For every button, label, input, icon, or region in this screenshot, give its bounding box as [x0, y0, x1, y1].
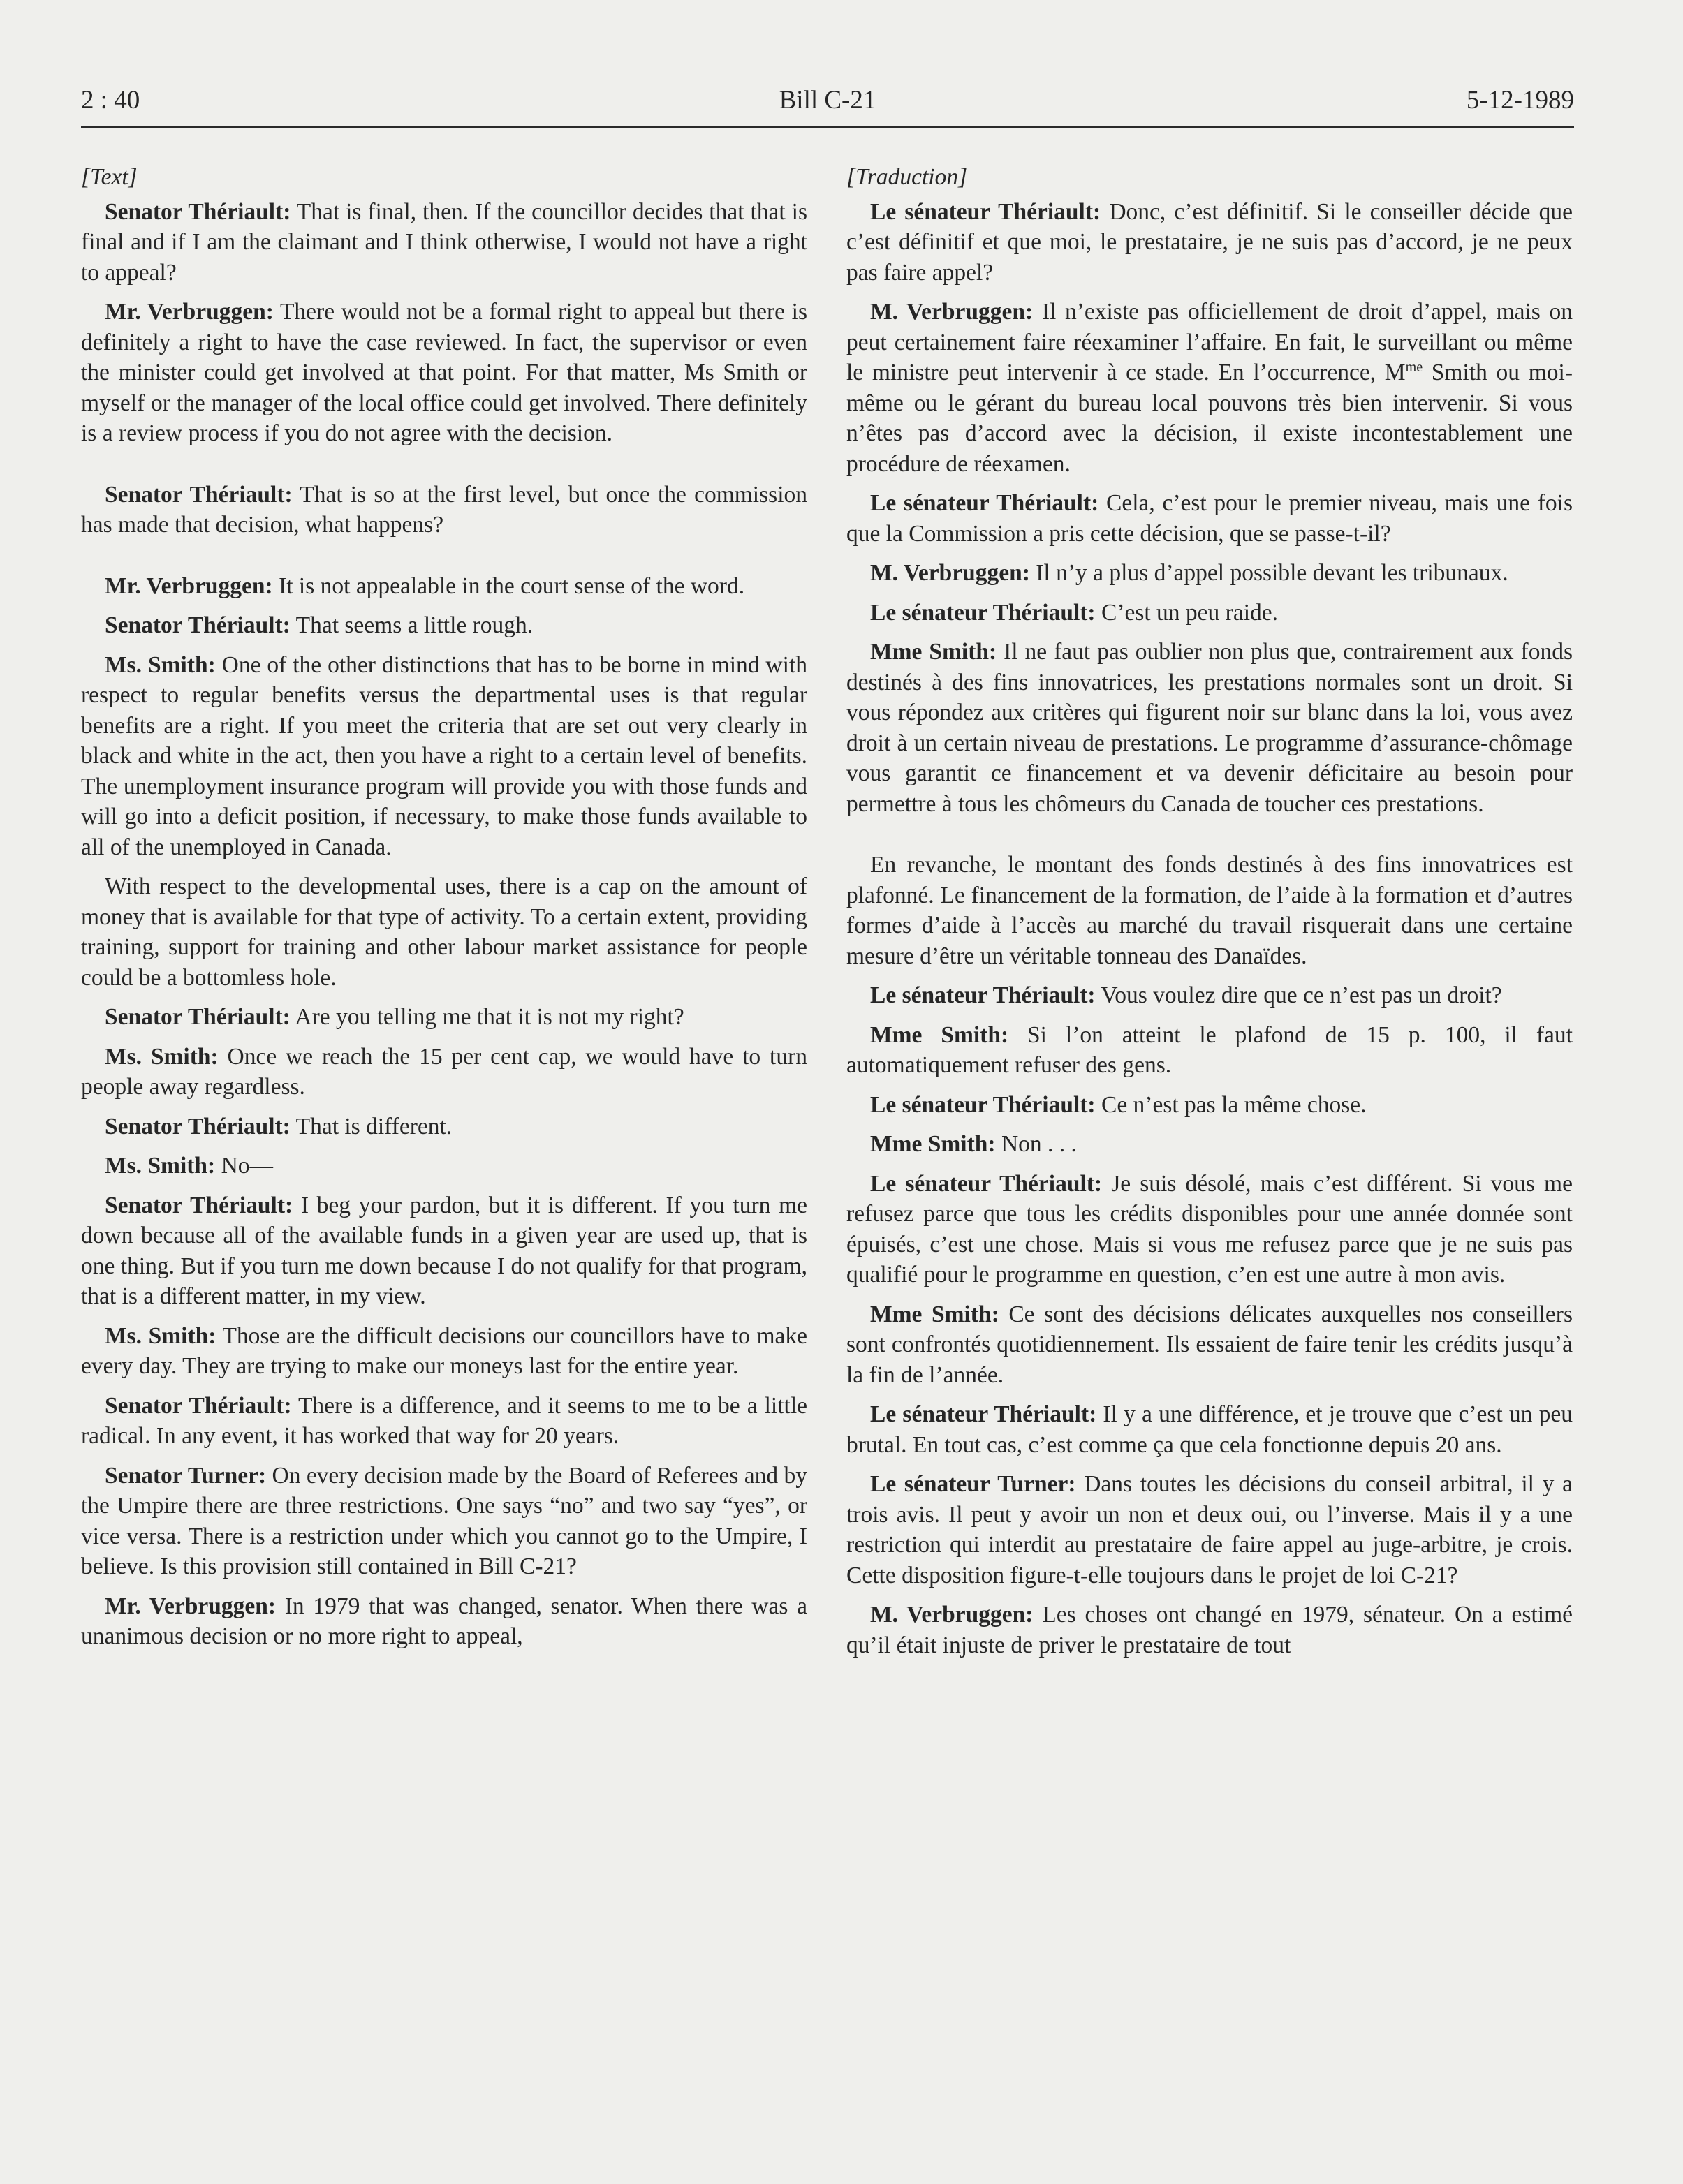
speaker: M. Verbruggen: [870, 560, 1030, 586]
speech: I beg your pardon, but it is different. If you turn me down because all of the available funds in a given year are used up, that is one thing. But if you turn me down because I do not qualify for that program, that is a different matter, in my view. [81, 1192, 807, 1309]
paragraph [81, 1112, 807, 1142]
paragraph [81, 871, 807, 993]
paragraph [81, 1002, 807, 1033]
paragraph [846, 297, 1573, 479]
speaker: Le sénateur Thériault: [870, 490, 1099, 516]
speech: Ce n’est pas la même chose. [1095, 1091, 1367, 1118]
paragraph [81, 1190, 807, 1312]
paragraph [81, 571, 807, 602]
speech: Je suis désolé, mais c’est différent. Si vous me refusez parce que tous les crédits disponibles pour une année donnée sont épuisés, c’est une chose. Mais si vous me refusez parce que je ne suis pas qualifié pour le programme en question, c’en est une autre à mon avis. [846, 1170, 1573, 1287]
paragraph [846, 850, 1573, 971]
speaker: Le sénateur Thériault: [870, 599, 1096, 626]
speech: There is a difference, and it seems to me to be a little radical. In any event, it has worked that way for 20 years. [81, 1392, 808, 1449]
speaker: Ms. Smith: [105, 1153, 216, 1179]
paragraph [81, 1321, 807, 1382]
paragraph [846, 1469, 1573, 1591]
paragraph [846, 197, 1573, 288]
speech: One of the other distinctions that has to be borne in mind with respect to regular benefits versus the departmental uses is that regular benefits are a right. If you meet the criteria that are set out very clearly in black and white in the act, then you have a right to a certain level of benefits. The unemployment insurance program will provide you with those funds and will go into a deficit position, if necessary, to make those funds available to all of the unemployed in Canada. [81, 651, 807, 860]
speaker: Mr. Verbruggen: [105, 573, 273, 599]
speech-continued: Smith ou moi-même ou le gérant du bureau local pouvons très bien intervenir. Si vous n’êtes pas d’accord avec la décision, il existe incontestablement une procédure de réexamen. [846, 360, 1573, 477]
speaker: Senator Turner: [105, 1462, 267, 1489]
paragraph [81, 480, 807, 540]
speaker: Mme Smith: [870, 1131, 996, 1157]
paragraph [81, 650, 807, 863]
speaker: Ms. Smith: [105, 1043, 219, 1070]
paragraph [846, 558, 1573, 589]
speech: That is so at the first level, but once the commission has made that decision, what happens? [81, 481, 807, 538]
speech: With respect to the developmental uses, there is a cap on the amount of money that is available for that type of activity. To a certain extent, providing training, support for training and other labour market assistance for people could be a bottomless hole. [81, 873, 807, 991]
speaker: Mr. Verbruggen: [105, 1593, 277, 1619]
speaker: Mme Smith: [870, 639, 997, 665]
superscript: me [1405, 359, 1423, 375]
english-column [81, 162, 807, 1661]
speaker: Le sénateur Thériault: [870, 198, 1101, 225]
speaker: Mme Smith: [870, 1301, 999, 1327]
paragraph [846, 488, 1573, 549]
translation-tag: [Traduction] [846, 164, 968, 190]
speech: Si l’on atteint le plafond de 15 p. 100, il faut automatiquement refuser des gens. [846, 1021, 1573, 1078]
paragraph [81, 1151, 807, 1181]
paragraph [846, 980, 1573, 1011]
speaker: Ms. Smith: [105, 1322, 216, 1349]
french-column [846, 162, 1573, 1669]
speech: That is final, then. If the councillor decides that that is final and if I am the claimant and I think otherwise, I would not have a right to appeal? [81, 198, 807, 286]
speaker: Senator Thériault: [105, 1192, 293, 1218]
paragraph [81, 1461, 807, 1582]
paragraph [81, 1042, 807, 1102]
speech: Cela, c’est pour le premier niveau, mais une fois que la Commission a pris cette décision, que se passe-t-il? [846, 490, 1573, 547]
paragraph [846, 1299, 1573, 1391]
paragraph [81, 1391, 807, 1452]
speaker: Le sénateur Thériault: [870, 982, 1096, 1008]
speech: Dans toutes les décisions du conseil arbitral, il y a trois avis. Il peut y avoir un non et deux oui, ou l’inverse. Mais il y a une restriction qui interdit au prestataire de faire appel au juge-arbitre, je crois. Cette disposition figure-t-elle toujours dans le projet de loi C-21? [846, 1471, 1573, 1588]
speech: That is different. [290, 1113, 453, 1139]
speech: No— [215, 1153, 274, 1179]
paragraph [81, 1591, 807, 1652]
paragraph [846, 598, 1573, 628]
speaker: Mr. Verbruggen: [105, 299, 274, 325]
speech: There would not be a formal right to appeal but there is definitely a right to have the case reviewed. In fact, the supervisor or even the minister could get involved at that point. For that matter, Ms Smith or myself or the manager of the local office could get involved. There definitely is a review process if you do not agree with the decision. [81, 299, 808, 446]
speech: That seems a little rough. [290, 612, 534, 638]
paragraph [81, 297, 807, 449]
speech: Il y a une différence, et je trouve que c’est un peu brutal. En tout cas, c’est comme ça que cela fonctionne depuis 20 ans. [846, 1401, 1573, 1458]
speech: C’est un peu raide. [1095, 599, 1279, 626]
speech: On every decision made by the Board of Referees and by the Umpire there are three restrictions. One says “no” and two say “yes”, or vice versa. There is a restriction under which you cannot go to the Umpire, I believe. Is this provision still contained in Bill C-21? [81, 1462, 808, 1579]
speech: Il n’existe pas officiellement de droit d’appel, mais on peut certainement faire réexaminer l’affaire. En fait, le surveillant ou même le ministre peut intervenir à ce stade. En l’occurrence, M [846, 299, 1573, 385]
speaker: Le sénateur Thériault: [870, 1091, 1096, 1118]
speech: Les choses ont changé en 1979, sénateur. On a estimé qu’il était injuste de priver le prestataire de tout [846, 1602, 1573, 1658]
speaker: Le sénateur Turner: [870, 1471, 1076, 1497]
speech: In 1979 that was changed, senator. When there was a unanimous decision or no more right to appeal, [81, 1593, 807, 1649]
bill-title: Bill C-21 [779, 86, 876, 115]
page-number: 2 : 40 [81, 86, 140, 115]
speaker: Senator Thériault: [105, 481, 293, 508]
speaker: Senator Thériault: [105, 1004, 291, 1030]
paragraph [846, 1020, 1573, 1081]
speech: Il n’y a plus d’appel possible devant les tribunaux. [1029, 560, 1508, 586]
speaker: Le sénateur Thériault: [870, 1401, 1097, 1427]
running-header [81, 82, 1574, 128]
speech: Non . . . [995, 1131, 1077, 1157]
paragraph [846, 1399, 1573, 1460]
speech: Ce sont des décisions délicates auxquelles nos conseillers sont confrontés quotidiennement. Ils essaient de faire tenir les crédits jusqu’à la fin de l’année. [846, 1301, 1573, 1388]
header-date: 5-12-1989 [1466, 86, 1574, 115]
speech: Once we reach the 15 per cent cap, we would have to turn people away regardless. [81, 1043, 807, 1100]
speech: Donc, c’est définitif. Si le conseiller décide que c’est définitif et que moi, le prestataire, je ne suis pas d’accord, je ne peux pas faire appel? [846, 198, 1573, 286]
speech: It is not appealable in the court sense of the word. [272, 573, 745, 599]
paragraph [81, 610, 807, 641]
speech: Those are the difficult decisions our councillors have to make every day. They are trying to make our moneys last for the entire year. [81, 1322, 807, 1379]
speaker: Senator Thériault: [105, 1113, 291, 1139]
speech: Il ne faut pas oublier non plus que, contrairement aux fonds destinés à des fins innovatrices, les prestations normales sont un droit. Si vous répondez aux critères qui figurent noir sur blanc dans la loi, vous avez droit à un certain niveau de prestations. Le programme d’assurance-chômage vous garantit ce financement et va devenir déficitaire au besoin pour permettre à tous les chômeurs du Canada de toucher ces prestations. [846, 639, 1573, 817]
speaker: Senator Thériault: [105, 612, 291, 638]
speaker: Senator Thériault: [105, 198, 291, 225]
speaker: M. Verbruggen: [870, 299, 1034, 325]
speech: En revanche, le montant des fonds destinés à des fins innovatrices est plafonné. Le financement de la formation, de l’aide à la formation et d’autres formes d’aide à l’accès au marché du travail risquerait dans une certaine mesure d’être un véritable tonneau des Danaïdes. [846, 852, 1573, 969]
paragraph [846, 1600, 1573, 1660]
speech: Vous voulez dire que ce n’est pas un droit? [1095, 982, 1502, 1008]
paragraph [81, 197, 807, 288]
speaker: M. Verbruggen: [870, 1602, 1034, 1628]
paragraph [846, 637, 1573, 819]
speaker: Senator Thériault: [105, 1392, 292, 1419]
paragraph [846, 1169, 1573, 1290]
paragraph [846, 1129, 1573, 1160]
paragraph [846, 1090, 1573, 1121]
speech: Are you telling me that it is not my right? [290, 1004, 684, 1030]
text-tag: [Text] [81, 164, 138, 190]
speaker: Le sénateur Thériault: [870, 1170, 1103, 1197]
speaker: Ms. Smith: [105, 651, 216, 678]
speaker: Mme Smith: [870, 1021, 1009, 1048]
